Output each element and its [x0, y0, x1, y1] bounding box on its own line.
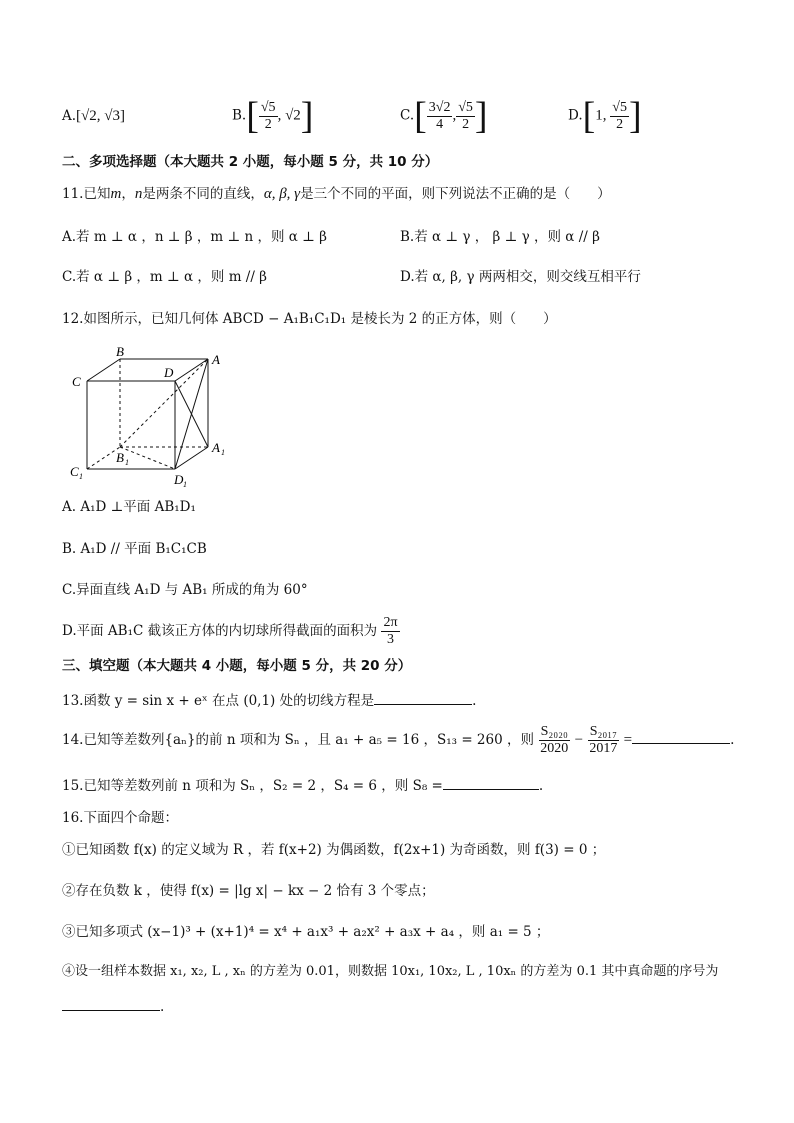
- question-end: .: [730, 732, 735, 748]
- vertex-sub-d1: 1: [183, 480, 187, 489]
- stem-text: 11.已知: [62, 186, 111, 202]
- vertex-label-d1: D: [174, 472, 184, 487]
- q13: [62, 690, 476, 711]
- option-label: B.: [232, 107, 247, 124]
- right-bracket: ]: [300, 95, 314, 137]
- cube-figure: [62, 344, 242, 489]
- vertex-label-a1: A: [212, 440, 220, 455]
- option-math: , √2: [277, 107, 301, 124]
- section-3-heading: 三、填空题（本大题共 4 小题，每小题 5 分，共 20 分）: [62, 658, 412, 674]
- q14: [62, 720, 734, 760]
- q10-option-a: [62, 106, 125, 126]
- right-bracket: ]: [628, 95, 642, 137]
- q16-proposition-1: ①已知函数 f(x) 的定义域为 R ，若 f(x+2) 为偶函数，f(2x+1) 为奇函数，则 f(3) = 0 ；: [62, 842, 606, 858]
- fraction-denominator: 4: [436, 116, 444, 132]
- fraction: [456, 100, 475, 133]
- fraction: [427, 100, 453, 133]
- vertex-label-d: D: [164, 365, 174, 380]
- q12-option-d: [62, 613, 400, 649]
- edge-d1a1: [175, 447, 208, 469]
- q16-proposition-2: ②存在负数 k ，使得 f(x) = |lg x| − kx − 2 恰有 3 个零点；: [62, 883, 435, 899]
- option-math: [√2, √3]: [76, 108, 126, 124]
- fraction-denominator: 2: [616, 116, 624, 132]
- stem-text: ，: [121, 186, 135, 202]
- fraction: [610, 100, 629, 133]
- minus-sign: −: [574, 732, 584, 748]
- math-var: α, β, γ: [263, 186, 301, 202]
- answer-blank[interactable]: [632, 729, 730, 744]
- question-text: 15.已知等差数列前 n 项和为 Sₙ ，S₂ = 2 ，S₄ = 6 ，则 S₈ =: [62, 778, 443, 794]
- q10-option-c: [400, 96, 488, 136]
- q11-stem: [62, 184, 611, 204]
- vertex-label-b1: B: [116, 450, 124, 465]
- question-text: 13.函数 y = sin x + eˣ 在点 (0,1) 处的切线方程是: [62, 693, 375, 709]
- question-text: 14.已知等差数列{aₙ}的前 n 项和为 Sₙ ，且 a₁ + a₅ = 16 ，S₁₃ = 260 ，则: [62, 732, 534, 748]
- q16-stem: 16.下面四个命题：: [62, 810, 178, 826]
- fraction-numerator: 2π: [383, 615, 398, 630]
- option-text: D.平面 AB₁C 截该正方体的内切球所得截面的面积为: [62, 623, 378, 639]
- edge-cb: [87, 359, 120, 381]
- question-end: .: [538, 778, 544, 794]
- q15: [62, 775, 543, 796]
- vertex-label-a: A: [212, 352, 220, 367]
- q11-option-c: C.若 α ⊥ β ，m ⊥ α ，则 m // β: [62, 269, 267, 285]
- fraction-denominator: 2: [264, 116, 272, 132]
- vertex-label-b: B: [116, 344, 124, 359]
- fraction-numerator: S₂₀₁₇: [589, 724, 617, 739]
- q12-option-c: C.异面直线 A₁D 与 AB₁ 所成的角为 60°: [62, 582, 308, 598]
- answer-blank[interactable]: [374, 690, 472, 705]
- q11-option-a: A.若 m ⊥ α ，n ⊥ β ，m ⊥ n ，则 α ⊥ β: [62, 229, 327, 245]
- section-2-heading: 二、多项选择题（本大题共 2 小题，每小题 5 分，共 10 分）: [62, 154, 439, 170]
- vertex-sub-c1: 1: [79, 472, 83, 481]
- fraction: [381, 615, 399, 648]
- vertex-label-c: C: [72, 374, 81, 389]
- option-label: D.: [568, 107, 583, 124]
- edge-da: [175, 359, 208, 381]
- fraction-numerator: 3√2: [428, 99, 451, 115]
- q12-stem: 12.如图所示，已知几何体 ABCD − A₁B₁C₁D₁ 是棱长为 2 的正方体，则（ ）: [62, 311, 557, 327]
- fraction-numerator: √5: [458, 99, 473, 115]
- fraction-numerator: √5: [260, 99, 276, 115]
- left-bracket: [: [582, 95, 596, 137]
- stem-text: 是三个不同的平面，则下列说法不正确的是（ ）: [300, 186, 611, 202]
- diag-ad1: [175, 359, 208, 469]
- question-end: .: [160, 999, 165, 1015]
- equals-sign: =: [623, 732, 633, 748]
- comma: ,: [452, 107, 457, 124]
- question-end: .: [472, 693, 477, 709]
- answer-blank[interactable]: [62, 996, 160, 1011]
- left-bracket: [: [246, 95, 259, 137]
- vertex-label-c1: C: [70, 464, 79, 479]
- q16-answer-line: [62, 996, 164, 1017]
- fraction-numerator: S₂₀₂₀: [540, 724, 568, 739]
- math-var: n: [134, 186, 143, 202]
- option-label: C.: [400, 107, 415, 124]
- q12-option-b: B. A₁D // 平面 B₁C₁CB: [62, 541, 207, 557]
- fraction-denominator: 2: [462, 116, 470, 132]
- fraction-denominator: 3: [386, 632, 394, 647]
- q10-option-d: [568, 96, 642, 136]
- stem-text: 是两条不同的直线，: [142, 186, 264, 202]
- q16-proposition-4: ④设一组样本数据 x₁, x₂, L , xₙ 的方差为 0.01，则数据 10x₁, 10x₂, L , 10xₙ 的方差为 0.1 其中真命题的序号为: [62, 964, 719, 979]
- math-var: m: [110, 186, 122, 202]
- q11-option-d: D.若 α, β, γ 两两相交，则交线互相平行: [400, 269, 641, 285]
- q10-option-b: [232, 96, 313, 136]
- q11-option-b: B.若 α ⊥ γ ， β ⊥ γ ，则 α // β: [400, 229, 600, 245]
- fraction-numerator: √5: [612, 99, 627, 115]
- left-bracket: [: [414, 95, 427, 137]
- q16-proposition-3: ③已知多项式 (x−1)³ + (x+1)⁴ = x⁴ + a₁x³ + a₂x² + a₃x + a₄ ，则 a₁ = 5 ；: [62, 924, 550, 940]
- vertex-sub-b1: 1: [125, 458, 129, 467]
- q12-option-a: A. A₁D ⊥平面 AB₁D₁: [62, 499, 196, 515]
- fraction: [259, 100, 278, 133]
- fraction: [538, 724, 570, 757]
- vertex-sub-a1: 1: [221, 448, 225, 457]
- right-bracket: ]: [474, 95, 488, 137]
- option-label: A.: [62, 108, 77, 124]
- answer-blank[interactable]: [443, 775, 539, 790]
- fraction-denominator: 2017: [589, 741, 618, 756]
- fraction-denominator: 2020: [540, 741, 569, 756]
- fraction: [587, 724, 619, 757]
- option-math: 1,: [595, 107, 611, 124]
